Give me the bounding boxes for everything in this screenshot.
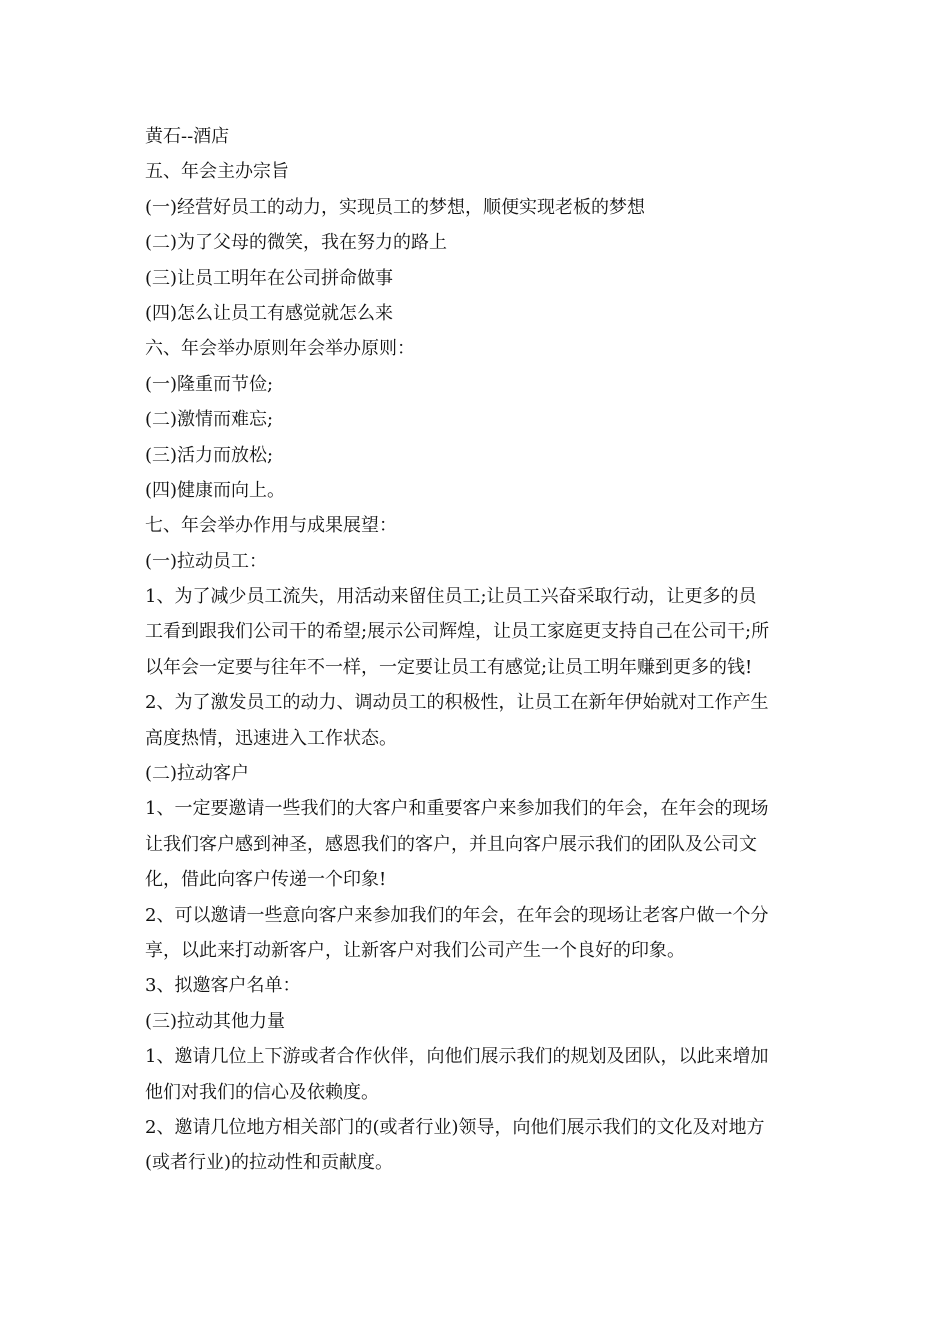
subsection-heading: (三)拉动其他力量 bbox=[145, 1010, 286, 1032]
text-line: 3、拟邀客户名单： bbox=[145, 975, 301, 997]
document-body bbox=[145, 119, 807, 1181]
section-heading: 七、年会举办作用与成果展望： bbox=[145, 515, 397, 537]
section-heading: 五、年会主办宗旨 bbox=[145, 161, 289, 183]
text-line: (三)让员工明年在公司拼命做事 bbox=[145, 267, 394, 289]
text-line: (二)为了父母的微笑，我在努力的路上 bbox=[145, 232, 448, 254]
text-line: (或者行业)的拉动性和贡献度。 bbox=[145, 1152, 394, 1174]
text-line: 工看到跟我们公司干的希望;展示公司辉煌，让员工家庭更支持自己在公司干;所 bbox=[145, 621, 770, 643]
text-line: 高度热情，迅速进入工作状态。 bbox=[145, 727, 397, 749]
text-line: 1、邀请几位上下游或者合作伙伴，向他们展示我们的规划及团队，以此来增加 bbox=[145, 1046, 769, 1068]
text-line: 2、邀请几位地方相关部门的(或者行业)领导，向他们展示我们的文化及对地方 bbox=[145, 1116, 765, 1138]
text-line: 化，借此向客户传递一个印象! bbox=[145, 869, 387, 891]
subsection-heading: (一)拉动员工： bbox=[145, 550, 268, 572]
text-line: 以年会一定要与往年不一样，一定要让员工有感觉;让员工明年赚到更多的钱! bbox=[145, 656, 753, 678]
text-line: 让我们客户感到神圣，感恩我们的客户，并且向客户展示我们的团队及公司文 bbox=[145, 833, 757, 855]
text-line: 1、一定要邀请一些我们的大客户和重要客户来参加我们的年会，在年会的现场 bbox=[145, 798, 769, 820]
text-line: 黄石--酒店 bbox=[145, 126, 230, 147]
text-line: (四)怎么让员工有感觉就怎么来 bbox=[145, 302, 394, 324]
text-line: (二)激情而难忘; bbox=[145, 409, 274, 431]
text-line: 他们对我们的信心及依赖度。 bbox=[145, 1081, 379, 1103]
text-line: 1、为了减少员工流失，用活动来留住员工;让员工兴奋采取行动，让更多的员 bbox=[145, 586, 757, 608]
text-line: (四)健康而向上。 bbox=[145, 479, 286, 501]
text-line: 2、为了激发员工的动力、调动员工的积极性，让员工在新年伊始就对工作产生 bbox=[145, 692, 769, 714]
text-line: 享，以此来打动新客户，让新客户对我们公司产生一个良好的印象。 bbox=[145, 939, 685, 961]
text-line: (三)活力而放松; bbox=[145, 444, 274, 466]
text-line: 2、可以邀请一些意向客户来参加我们的年会，在年会的现场让老客户做一个分 bbox=[145, 904, 769, 926]
subsection-heading: (二)拉动客户 bbox=[145, 763, 250, 785]
section-heading: 六、年会举办原则年会举办原则： bbox=[145, 338, 415, 360]
text-line: (一)经营好员工的动力，实现员工的梦想，顺便实现老板的梦想 bbox=[145, 196, 646, 218]
text-line: (一)隆重而节俭; bbox=[145, 373, 274, 395]
